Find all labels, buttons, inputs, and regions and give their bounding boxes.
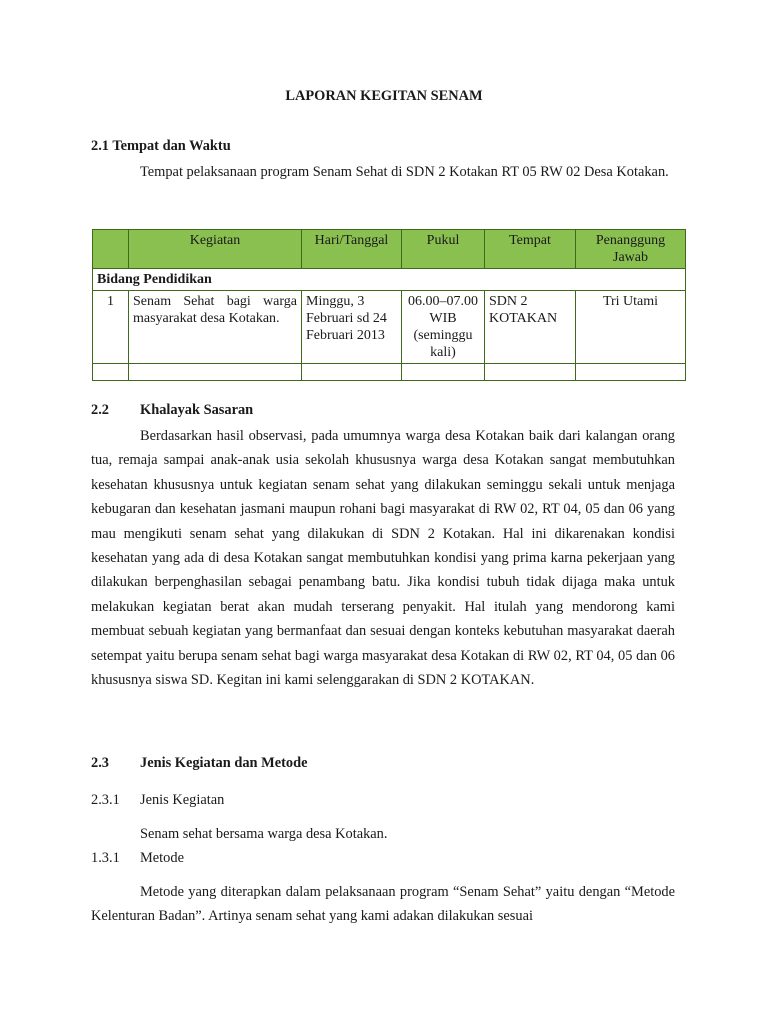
table-cell-kegiatan: Senam Sehat bagi warga masyarakat desa Kotakan. bbox=[129, 291, 302, 364]
table-header-row bbox=[93, 230, 686, 269]
section-heading-jenis: Jenis Kegiatan dan Metode bbox=[140, 755, 308, 771]
kegiatan-table bbox=[92, 229, 686, 381]
document-title: LAPORAN KEGITAN SENAM bbox=[285, 88, 483, 104]
section-number-jenis: 2.3 bbox=[91, 755, 109, 771]
section-text-khalayak: Berdasarkan hasil observasi, pada umumnya warga desa Kotakan baik dari kalangan orang tua, remaja sampai anak-anak usia sekolah khususnya warga desa Kotakan sangat membutuhkan kesehatan khususnya untuk kegiatan senam sehat yang dilakukan seminggu sekali untuk menjaga kebugaran dan kesehatan jasmani maupun rohani bagi masyarakat di RW 02, RT 04, 05 dan 06 yang mau mengikuti senam sehat yang dilakukan di SDN 2 Kotakan. Hal ini dikarenakan kondisi kesehatan yang ada di desa Kotakan sangat membutuhkan kondisi yang prima karna pekerjaan yang dilakukan berpenghasilan sebagai penambang batu. Jika kondisi tubuh tidak dijaga maka untuk melakukan kegiatan berat akan mudah terserang penyakit. Hal itulah yang mendorong kami membuat sebuah kegiatan yang bermanfaat dan sesuai dengan konteks kebutuhan masyarakat daerah setempat yaitu berupa senam sehat bagi warga masyarakat desa Kotakan di RW 02, RT 04, 05 dan 06 khususnya siswa SD. Kegitan ini kami selenggarakan di SDN 2 KOTAKAN. bbox=[91, 428, 675, 689]
section-heading-tempat-waktu: 2.1 Tempat dan Waktu bbox=[91, 138, 231, 154]
table-group-row bbox=[93, 269, 686, 291]
table-cell-no: 1 bbox=[93, 291, 129, 364]
table-header-cell: Pukul bbox=[402, 230, 485, 269]
table-header-cell: Hari/Tanggal bbox=[302, 230, 402, 269]
subsection-text-jenis: Senam sehat bersama warga desa Kotakan. bbox=[140, 826, 388, 842]
section-text-tempat-waktu: Tempat pelaksanaan program Senam Sehat di SDN 2 Kotakan RT 05 RW 02 Desa Kotakan. bbox=[140, 164, 669, 180]
subsection-number-metode: 1.3.1 bbox=[91, 850, 120, 866]
table-group-label: Bidang Pendidikan bbox=[93, 269, 686, 291]
table-row bbox=[93, 291, 686, 364]
table-header-no bbox=[93, 230, 129, 269]
subsection-label-metode: Metode bbox=[140, 850, 184, 866]
subsection-text-metode: Metode yang diterapkan dalam pelaksanaan program “Senam Sehat” yaitu dengan “Metode Kelenturan Badan”. Artinya senam sehat yang kami adakan dilakukan sesuai bbox=[91, 884, 675, 925]
table-header-cell: Kegiatan bbox=[129, 230, 302, 269]
subsection-number-jenis: 2.3.1 bbox=[91, 792, 120, 808]
table-header-cell: Penanggung Jawab bbox=[576, 230, 686, 269]
table-cell-tempat: SDN 2 KOTAKAN bbox=[485, 291, 576, 364]
table-header-cell: Tempat bbox=[485, 230, 576, 269]
section-number-khalayak: 2.2 bbox=[91, 402, 109, 418]
section-heading-khalayak: Khalayak Sasaran bbox=[140, 402, 254, 418]
table-cell-pukul: 06.00–07.00 WIB (seminggu kali) bbox=[402, 291, 485, 364]
table-cell-penanggung-jawab: Tri Utami bbox=[576, 291, 686, 364]
table-cell-hari: Minggu, 3 Februari sd 24 Februari 2013 bbox=[302, 291, 402, 364]
table-empty-row bbox=[93, 364, 686, 381]
subsection-label-jenis: Jenis Kegiatan bbox=[140, 792, 225, 808]
